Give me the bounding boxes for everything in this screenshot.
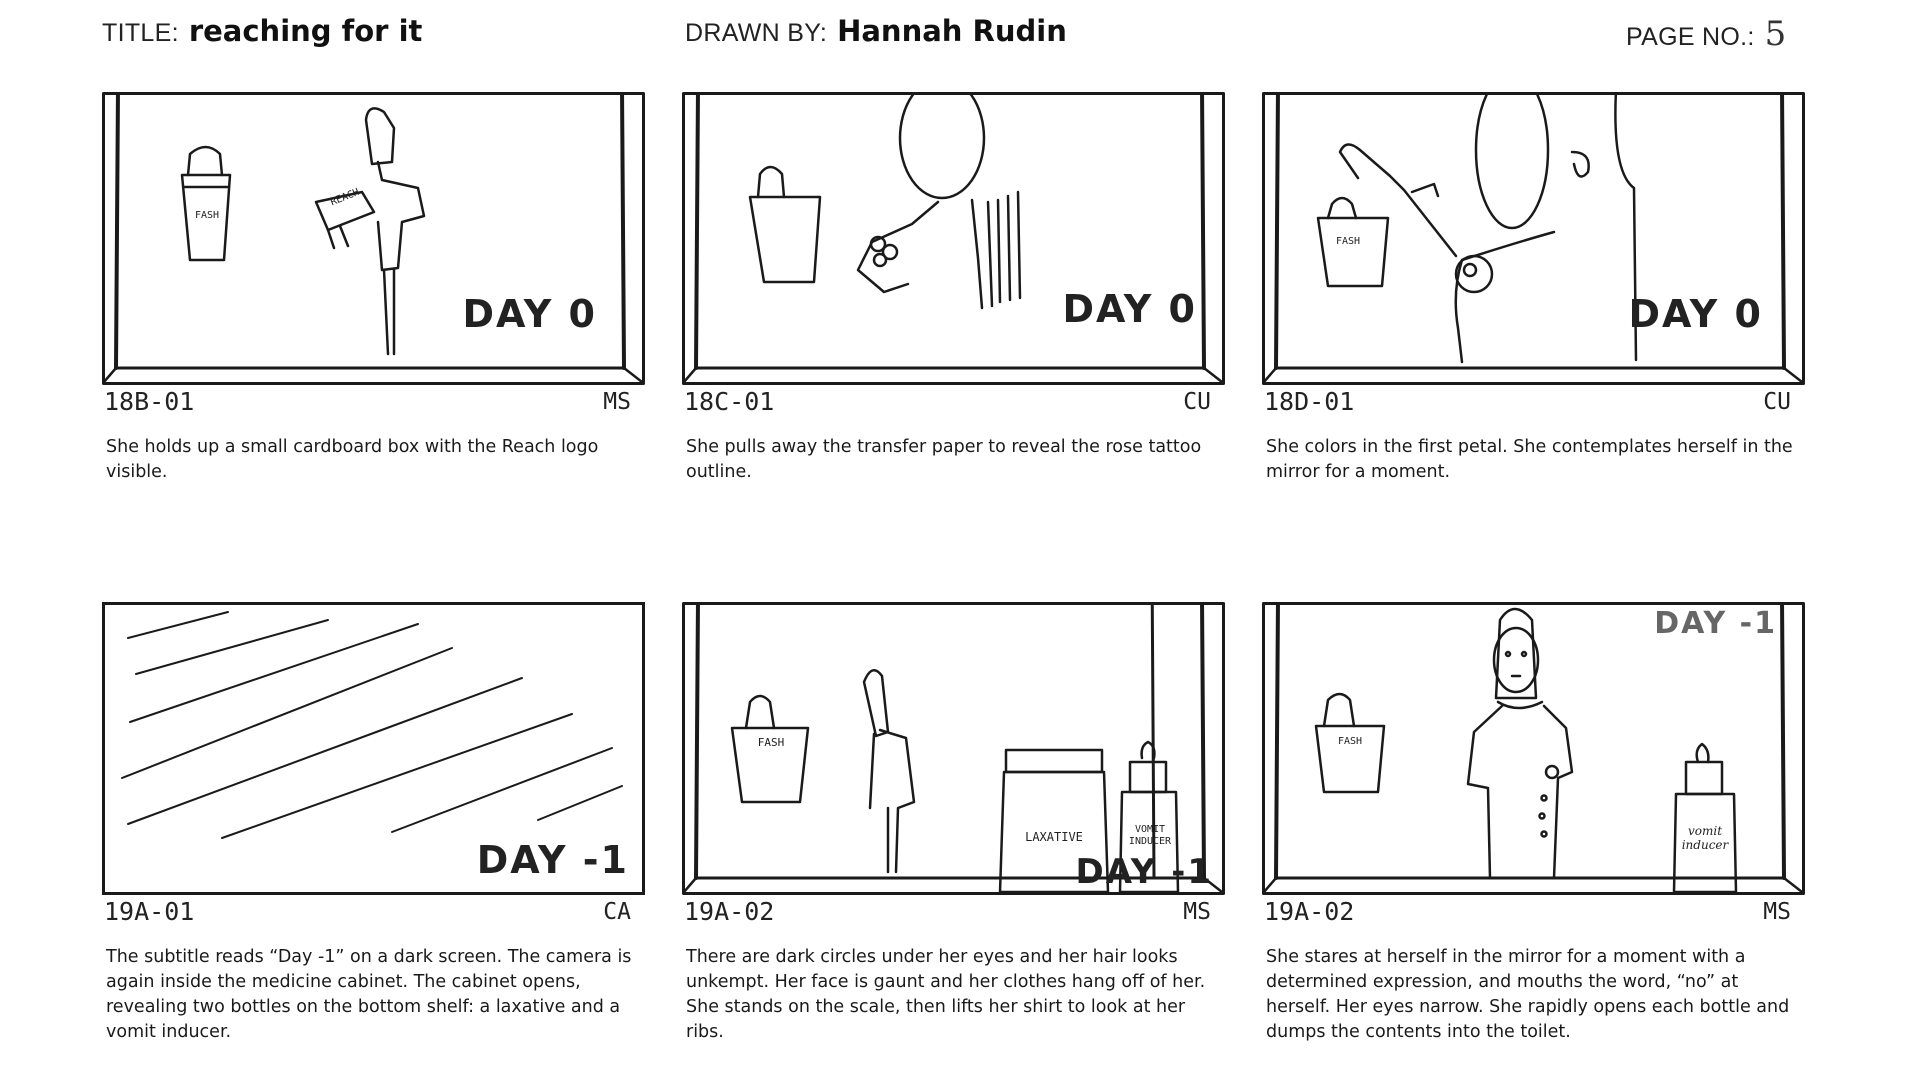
- shot-type: CA: [603, 899, 631, 925]
- title-field: [102, 14, 422, 48]
- day-label-caption: DAY 0: [1628, 292, 1763, 336]
- storyboard-header: [0, 14, 1920, 64]
- day-label-caption: DAY -1: [1654, 606, 1777, 641]
- page-number-field: [1626, 14, 1786, 54]
- shot-description: The subtitle reads “Day -1” on a dark screen. The camera is again inside the medicine cabinet. The cabinet opens, revealing two bottles on the bottom shelf: a laxative and a vomit inducer.: [106, 947, 632, 1042]
- prop-label: vomit inducer: [1681, 824, 1729, 852]
- day-label-caption: DAY -1: [476, 838, 629, 882]
- drawn-by-field: [685, 14, 1067, 48]
- shot-description: There are dark circles under her eyes and her hair looks unkempt. Her face is gaunt and her clothes hang off of her. She stands on the scale, then lifts her shirt to look at her ribs.: [686, 947, 1206, 1042]
- prop-label: FASH: [1337, 736, 1363, 747]
- shot-type: MS: [1183, 899, 1211, 925]
- title-value: reaching for it: [188, 14, 423, 48]
- page-number-value: 5: [1764, 14, 1787, 54]
- panel-frame: [102, 602, 645, 895]
- shot-id: 18D-01: [1264, 387, 1355, 416]
- shot-id: 18B-01: [104, 387, 195, 416]
- shot-type: CU: [1763, 389, 1791, 415]
- sketch-drawing: [682, 92, 1225, 385]
- sketch-drawing: [102, 92, 645, 385]
- shot-id: 19A-02: [684, 897, 775, 926]
- shot-description: She stares at herself in the mirror for a moment with a determined expression, and mouths the word, “no” at herself. Her eyes narrow. She rapidly opens each bottle and dumps the contents into the toilet.: [1266, 947, 1790, 1042]
- shot-description: She pulls away the transfer paper to reveal the rose tattoo outline.: [686, 437, 1202, 482]
- shot-description: She colors in the first petal. She contemplates herself in the mirror for a moment.: [1266, 437, 1793, 482]
- prop-label: LAXATIVE: [1025, 830, 1083, 844]
- shot-id: 19A-01: [104, 897, 195, 926]
- prop-label: FASH: [194, 210, 220, 221]
- prop-label: VOMIT INDUCER: [1128, 824, 1172, 847]
- drawn-by-value: Hannah Rudin: [837, 14, 1067, 48]
- panel-frame: [1262, 92, 1805, 385]
- title-label: TITLE:: [102, 19, 179, 47]
- page-number-label: PAGE NO.:: [1626, 23, 1755, 51]
- prop-label: FASH: [1335, 236, 1361, 247]
- panel-frame: [1262, 602, 1805, 895]
- day-label-caption: DAY 0: [462, 292, 597, 336]
- shot-type: MS: [603, 389, 631, 415]
- drawn-by-label: DRAWN BY:: [685, 19, 828, 47]
- prop-label: REACH: [328, 186, 362, 209]
- shot-id: 19A-02: [1264, 897, 1355, 926]
- prop-label: FASH: [757, 736, 785, 749]
- panel-frame: [682, 92, 1225, 385]
- day-label-caption: DAY 0: [1062, 287, 1197, 331]
- shot-type: CU: [1183, 389, 1211, 415]
- panel-frame: [682, 602, 1225, 895]
- panel-frame: [102, 92, 645, 385]
- shot-description: She holds up a small cardboard box with the Reach logo visible.: [106, 437, 599, 482]
- shot-type: MS: [1763, 899, 1791, 925]
- shot-id: 18C-01: [684, 387, 775, 416]
- day-label-caption: DAY -1: [1075, 852, 1213, 892]
